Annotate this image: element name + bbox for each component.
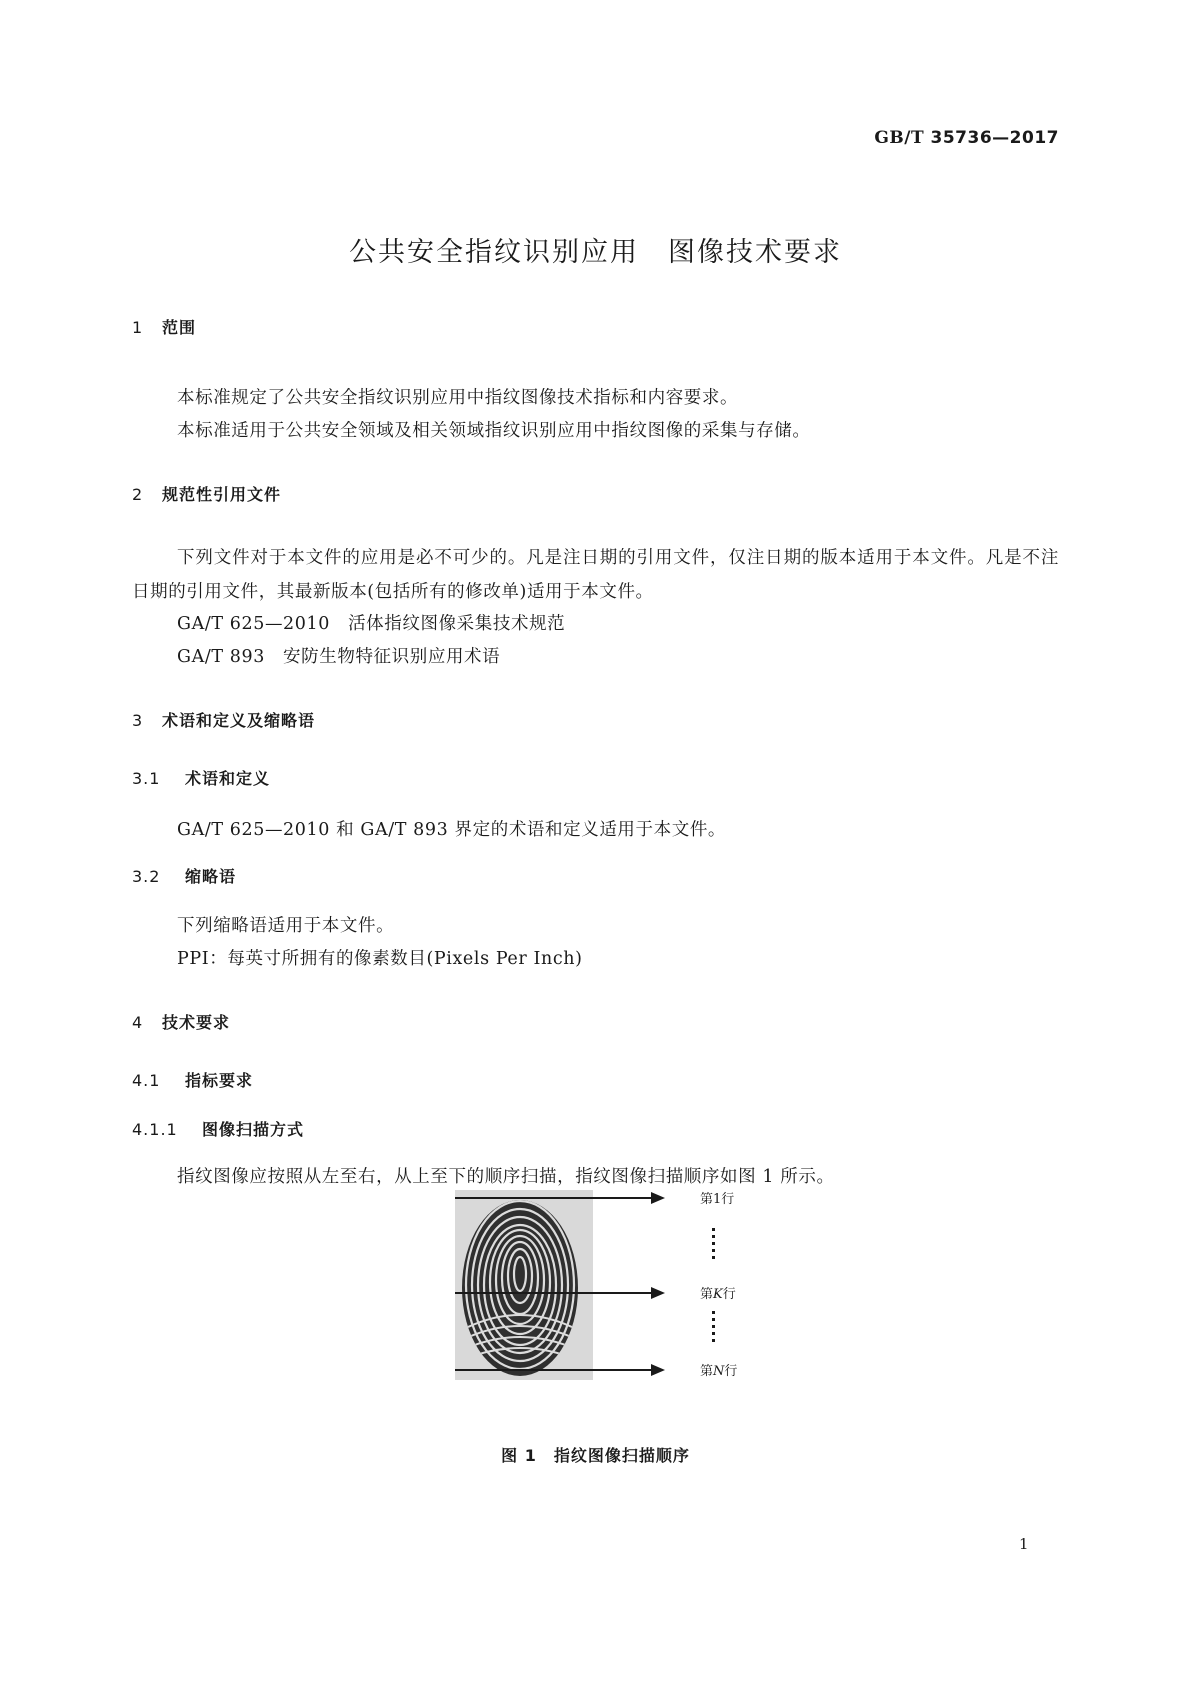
row-n-label: 第N行: [700, 1364, 738, 1379]
section-3-2-heading: [132, 864, 236, 887]
section-title: 指标要求: [185, 1071, 254, 1090]
standard-code-number: 35736—2017: [924, 128, 1059, 148]
page-number: 1: [1019, 1535, 1029, 1553]
figure-caption: 图 1 指纹图像扫描顺序: [501, 1446, 690, 1465]
section-4-1-heading: [132, 1068, 253, 1091]
ellipsis-dots-lower: [712, 1311, 715, 1342]
row-k-label: 第K行: [700, 1287, 736, 1302]
figure-scan-order: [447, 1190, 767, 1390]
paragraph: GA/T 625—2010 和 GA/T 893 界定的术语和定义适用于本文件。: [177, 820, 727, 840]
section-title: 术语和定义: [185, 769, 271, 788]
abbreviation-ppi: PPI：每英寸所拥有的像素数目(Pixels Per Inch): [177, 949, 583, 969]
paragraph: 指纹图像应按照从左至右，从上至下的顺序扫描，指纹图像扫描顺序如图 1 所示。: [177, 1167, 835, 1187]
section-title: 术语和定义及缩略语: [162, 711, 316, 730]
document-title: 公共安全指纹识别应用 图像技术要求: [349, 237, 842, 268]
section-1-heading: [132, 315, 196, 338]
ellipsis-dots-upper: [712, 1228, 715, 1259]
section-title: 技术要求: [162, 1013, 231, 1032]
section-number: 4.1: [132, 1071, 161, 1090]
section-3-1-heading: [132, 766, 270, 789]
section-number: 4: [132, 1013, 144, 1032]
paragraph: 本标准规定了公共安全指纹识别应用中指纹图像技术指标和内容要求。: [177, 388, 739, 408]
paragraph: 下列文件对于本文件的应用是必不可少的。凡是注日期的引用文件，仅注日期的版本适用于本文件。凡是不注日期的引用文件，其最新版本(包括所有的修改单)适用于本文件。: [132, 548, 1059, 602]
section-number: 3: [132, 711, 144, 730]
section-title: 缩略语: [185, 867, 237, 886]
section-title: 范围: [162, 318, 197, 337]
section-title: 规范性引用文件: [162, 485, 282, 504]
section-4-heading: [132, 1010, 230, 1033]
section-number: 3.1: [132, 769, 161, 788]
section-number: 3.2: [132, 867, 161, 886]
standard-code-prefix: GB/T: [874, 128, 925, 148]
reference-1: GA/T 625—2010 活体指纹图像采集技术规范: [177, 614, 566, 634]
section-number: 1: [132, 318, 144, 337]
section-number: 2: [132, 485, 144, 504]
row-1-label: 第1行: [700, 1192, 735, 1207]
scan-order-diagram: [447, 1190, 767, 1390]
reference-2: GA/T 893 安防生物特征识别应用术语: [177, 647, 501, 667]
section-3-heading: [132, 708, 315, 731]
section-number: 4.1.1: [132, 1120, 178, 1139]
section-title: 图像扫描方式: [202, 1120, 305, 1139]
paragraph: 下列缩略语适用于本文件。: [177, 916, 395, 936]
section-2-heading: [132, 482, 281, 505]
section-4-1-1-heading: [132, 1117, 304, 1140]
paragraph: 本标准适用于公共安全领域及相关领域指纹识别应用中指纹图像的采集与存储。: [177, 421, 811, 441]
standard-code: [874, 128, 1059, 148]
